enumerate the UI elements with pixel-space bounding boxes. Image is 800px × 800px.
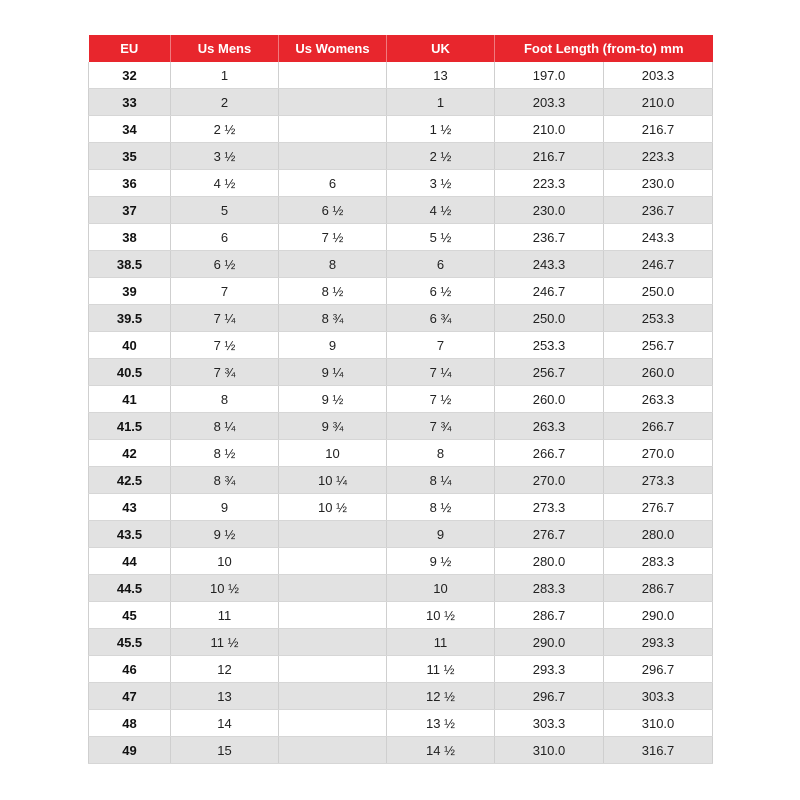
cell-eu: 48 (89, 710, 171, 737)
cell-uk: 2 ½ (387, 143, 495, 170)
table-row (89, 602, 713, 629)
cell-uk: 7 ¼ (387, 359, 495, 386)
cell-eu: 43.5 (89, 521, 171, 548)
cell-foot-from: 216.7 (495, 143, 604, 170)
cell-foot-to: 253.3 (604, 305, 713, 332)
cell-eu: 38.5 (89, 251, 171, 278)
cell-foot-to: 286.7 (604, 575, 713, 602)
cell-us-mens: 2 (171, 89, 279, 116)
cell-foot-to: 246.7 (604, 251, 713, 278)
cell-us-womens: 6 (279, 170, 387, 197)
cell-uk: 7 ¾ (387, 413, 495, 440)
cell-us-mens: 5 (171, 197, 279, 224)
cell-eu: 49 (89, 737, 171, 764)
cell-us-womens (279, 89, 387, 116)
cell-uk: 9 ½ (387, 548, 495, 575)
cell-foot-to: 293.3 (604, 629, 713, 656)
cell-us-mens: 8 ¾ (171, 467, 279, 494)
cell-us-womens (279, 116, 387, 143)
cell-eu: 32 (89, 62, 171, 89)
shoe-size-table (88, 35, 713, 764)
cell-eu: 44 (89, 548, 171, 575)
cell-foot-from: 286.7 (495, 602, 604, 629)
cell-foot-from: 310.0 (495, 737, 604, 764)
table-row (89, 467, 713, 494)
cell-uk: 11 (387, 629, 495, 656)
cell-us-womens: 7 ½ (279, 224, 387, 251)
cell-uk: 6 ¾ (387, 305, 495, 332)
cell-eu: 40 (89, 332, 171, 359)
table-row (89, 224, 713, 251)
cell-foot-to: 273.3 (604, 467, 713, 494)
table-row (89, 575, 713, 602)
cell-us-womens (279, 143, 387, 170)
cell-foot-from: 246.7 (495, 278, 604, 305)
cell-foot-to: 280.0 (604, 521, 713, 548)
cell-us-mens: 8 ½ (171, 440, 279, 467)
cell-foot-from: 260.0 (495, 386, 604, 413)
cell-foot-from: 263.3 (495, 413, 604, 440)
cell-uk: 8 ¼ (387, 467, 495, 494)
cell-us-mens: 10 (171, 548, 279, 575)
cell-us-womens (279, 710, 387, 737)
cell-eu: 33 (89, 89, 171, 116)
table-row (89, 170, 713, 197)
table-row (89, 683, 713, 710)
cell-uk: 1 (387, 89, 495, 116)
cell-us-mens: 6 (171, 224, 279, 251)
cell-foot-to: 210.0 (604, 89, 713, 116)
cell-foot-to: 216.7 (604, 116, 713, 143)
header-us-womens: Us Womens (279, 35, 387, 62)
cell-uk: 7 (387, 332, 495, 359)
cell-us-womens: 8 ½ (279, 278, 387, 305)
cell-foot-to: 266.7 (604, 413, 713, 440)
cell-uk: 6 (387, 251, 495, 278)
cell-foot-to: 230.0 (604, 170, 713, 197)
cell-foot-from: 296.7 (495, 683, 604, 710)
cell-foot-to: 236.7 (604, 197, 713, 224)
cell-eu: 41 (89, 386, 171, 413)
cell-us-womens: 9 ½ (279, 386, 387, 413)
cell-eu: 47 (89, 683, 171, 710)
cell-uk: 9 (387, 521, 495, 548)
table-row (89, 494, 713, 521)
header-eu: EU (89, 35, 171, 62)
cell-us-mens: 3 ½ (171, 143, 279, 170)
cell-foot-to: 270.0 (604, 440, 713, 467)
header-row (89, 35, 713, 62)
cell-foot-from: 276.7 (495, 521, 604, 548)
cell-us-mens: 9 ½ (171, 521, 279, 548)
cell-foot-to: 243.3 (604, 224, 713, 251)
cell-foot-from: 266.7 (495, 440, 604, 467)
cell-foot-from: 283.3 (495, 575, 604, 602)
cell-uk: 4 ½ (387, 197, 495, 224)
table-row (89, 332, 713, 359)
table-row (89, 278, 713, 305)
cell-foot-to: 223.3 (604, 143, 713, 170)
table-row (89, 197, 713, 224)
cell-us-mens: 10 ½ (171, 575, 279, 602)
cell-foot-to: 203.3 (604, 62, 713, 89)
cell-eu: 45.5 (89, 629, 171, 656)
cell-foot-to: 290.0 (604, 602, 713, 629)
cell-foot-from: 293.3 (495, 656, 604, 683)
cell-uk: 10 ½ (387, 602, 495, 629)
cell-us-mens: 7 (171, 278, 279, 305)
cell-us-mens: 1 (171, 62, 279, 89)
cell-eu: 39.5 (89, 305, 171, 332)
cell-eu: 40.5 (89, 359, 171, 386)
table-body (89, 62, 713, 764)
cell-us-womens (279, 737, 387, 764)
cell-us-womens (279, 62, 387, 89)
cell-foot-from: 243.3 (495, 251, 604, 278)
cell-foot-from: 303.3 (495, 710, 604, 737)
table-row (89, 116, 713, 143)
cell-eu: 41.5 (89, 413, 171, 440)
cell-us-womens: 10 ½ (279, 494, 387, 521)
table-row (89, 521, 713, 548)
table-row (89, 62, 713, 89)
header-uk: UK (387, 35, 495, 62)
cell-uk: 3 ½ (387, 170, 495, 197)
table-row (89, 629, 713, 656)
cell-us-womens (279, 656, 387, 683)
cell-foot-from: 273.3 (495, 494, 604, 521)
table-row (89, 737, 713, 764)
cell-foot-to: 283.3 (604, 548, 713, 575)
cell-us-mens: 8 ¼ (171, 413, 279, 440)
cell-uk: 11 ½ (387, 656, 495, 683)
table-row (89, 359, 713, 386)
cell-uk: 1 ½ (387, 116, 495, 143)
table-row (89, 440, 713, 467)
cell-eu: 35 (89, 143, 171, 170)
cell-us-mens: 7 ¼ (171, 305, 279, 332)
cell-eu: 45 (89, 602, 171, 629)
cell-uk: 13 ½ (387, 710, 495, 737)
cell-uk: 10 (387, 575, 495, 602)
cell-eu: 44.5 (89, 575, 171, 602)
cell-us-womens: 8 (279, 251, 387, 278)
cell-us-womens: 10 (279, 440, 387, 467)
cell-eu: 46 (89, 656, 171, 683)
table-row (89, 548, 713, 575)
cell-uk: 8 (387, 440, 495, 467)
cell-us-mens: 14 (171, 710, 279, 737)
cell-uk: 6 ½ (387, 278, 495, 305)
cell-eu: 39 (89, 278, 171, 305)
cell-us-mens: 12 (171, 656, 279, 683)
cell-foot-from: 256.7 (495, 359, 604, 386)
cell-foot-from: 280.0 (495, 548, 604, 575)
cell-eu: 43 (89, 494, 171, 521)
table-row (89, 386, 713, 413)
cell-us-mens: 11 (171, 602, 279, 629)
cell-us-womens: 8 ¾ (279, 305, 387, 332)
cell-us-mens: 11 ½ (171, 629, 279, 656)
cell-eu: 42 (89, 440, 171, 467)
table-row (89, 710, 713, 737)
cell-foot-to: 276.7 (604, 494, 713, 521)
cell-uk: 7 ½ (387, 386, 495, 413)
table-row (89, 413, 713, 440)
cell-foot-to: 316.7 (604, 737, 713, 764)
cell-foot-to: 260.0 (604, 359, 713, 386)
cell-eu: 37 (89, 197, 171, 224)
cell-us-womens (279, 683, 387, 710)
cell-us-womens: 9 (279, 332, 387, 359)
header-foot-length: Foot Length (from-to) mm (495, 35, 713, 62)
table-row (89, 656, 713, 683)
cell-foot-from: 203.3 (495, 89, 604, 116)
header-us-mens: Us Mens (171, 35, 279, 62)
cell-us-womens (279, 521, 387, 548)
cell-us-womens (279, 575, 387, 602)
cell-foot-from: 210.0 (495, 116, 604, 143)
cell-uk: 12 ½ (387, 683, 495, 710)
cell-us-mens: 9 (171, 494, 279, 521)
table-row (89, 251, 713, 278)
cell-foot-to: 250.0 (604, 278, 713, 305)
table-row (89, 89, 713, 116)
cell-us-womens: 6 ½ (279, 197, 387, 224)
cell-eu: 42.5 (89, 467, 171, 494)
cell-us-mens: 15 (171, 737, 279, 764)
table-row (89, 305, 713, 332)
cell-foot-from: 230.0 (495, 197, 604, 224)
cell-eu: 36 (89, 170, 171, 197)
cell-foot-to: 303.3 (604, 683, 713, 710)
cell-foot-from: 250.0 (495, 305, 604, 332)
cell-us-mens: 8 (171, 386, 279, 413)
cell-us-womens: 9 ¼ (279, 359, 387, 386)
cell-eu: 38 (89, 224, 171, 251)
cell-us-mens: 2 ½ (171, 116, 279, 143)
cell-foot-from: 197.0 (495, 62, 604, 89)
cell-foot-from: 270.0 (495, 467, 604, 494)
table-row (89, 143, 713, 170)
cell-uk: 5 ½ (387, 224, 495, 251)
table-header (89, 35, 713, 62)
cell-us-mens: 7 ¾ (171, 359, 279, 386)
cell-eu: 34 (89, 116, 171, 143)
cell-us-mens: 7 ½ (171, 332, 279, 359)
cell-foot-from: 223.3 (495, 170, 604, 197)
cell-foot-to: 310.0 (604, 710, 713, 737)
cell-foot-to: 256.7 (604, 332, 713, 359)
cell-us-womens (279, 548, 387, 575)
cell-us-womens: 10 ¼ (279, 467, 387, 494)
cell-uk: 13 (387, 62, 495, 89)
cell-us-mens: 4 ½ (171, 170, 279, 197)
cell-us-womens: 9 ¾ (279, 413, 387, 440)
cell-foot-from: 236.7 (495, 224, 604, 251)
cell-us-womens (279, 602, 387, 629)
cell-foot-to: 263.3 (604, 386, 713, 413)
cell-foot-to: 296.7 (604, 656, 713, 683)
cell-foot-from: 253.3 (495, 332, 604, 359)
cell-foot-from: 290.0 (495, 629, 604, 656)
cell-uk: 8 ½ (387, 494, 495, 521)
cell-us-mens: 6 ½ (171, 251, 279, 278)
cell-us-mens: 13 (171, 683, 279, 710)
cell-uk: 14 ½ (387, 737, 495, 764)
cell-us-womens (279, 629, 387, 656)
